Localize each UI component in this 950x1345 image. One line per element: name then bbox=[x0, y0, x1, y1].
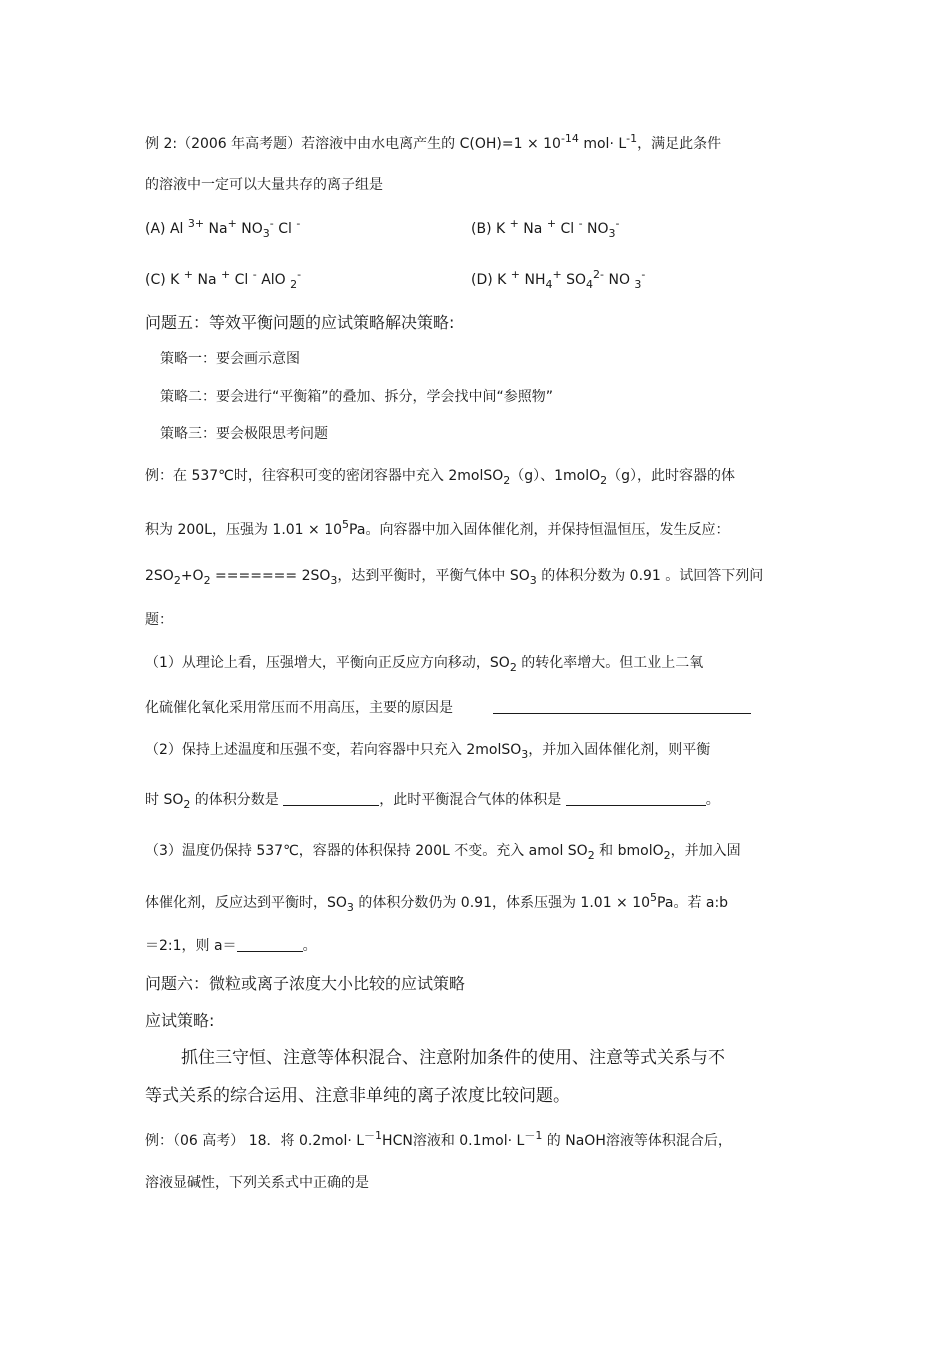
option-d: (D) K + $NH_4^+$ $SO_4^{2-}$ NO $_3$- bbox=[471, 268, 646, 291]
example-2-line-2: 的溶液中一定可以大量共存的离子组是 bbox=[145, 177, 383, 193]
question-3-line-2: 体催化剂，反应达到平衡时，$SO_3$ 的体积分数仍为 0.91，体系压强为 $1.01 \times 10^5Pa$。若 a:b bbox=[145, 891, 729, 914]
section-5-title: 问题五：等效平衡问题的应试策略解决策略: bbox=[145, 313, 455, 332]
strategy-3: 策略三：要会极限思考问题 bbox=[160, 426, 328, 442]
section-6-title: 问题六：微粒或离子浓度大小比较的应试策略 bbox=[145, 974, 466, 993]
option-c: (C) K + Na + Cl - AlO $_2$- bbox=[145, 268, 302, 291]
question-3-line-3: ＝2:1，则 a＝ 。 bbox=[145, 938, 317, 954]
reaction-equation-line: $2SO_2+O_2$ ======= $2SO_3$，达到平衡时，平衡气体中 $SO_3$ 的体积分数为 0.91 。试回答下列问 bbox=[145, 568, 764, 587]
question-2-line-2: 时 $SO_2$ 的体积分数是 ，此时平衡混合气体的体积是 。 bbox=[145, 792, 720, 811]
question-1-line-1: （1）从理论上看，压强增大，平衡向正反应方向移动，$SO_2$ 的转化率增大。但工业上二氧 bbox=[145, 655, 704, 674]
section-6-subtitle: 应试策略: bbox=[145, 1011, 215, 1030]
strategy-1: 策略一：要会画示意图 bbox=[160, 351, 300, 367]
answer-blank-3[interactable] bbox=[566, 791, 706, 806]
section-6-body-line-2: 等式关系的综合运用、注意非单纯的离子浓度比较问题。 bbox=[145, 1086, 570, 1106]
example-6-line-1: 例：（06 高考） 18．将 $0.2mol\cdot L^{-1}HCN$溶液和 $0.1mol\cdot L^{-1}$ 的 NaOH溶液等体积混合后， bbox=[145, 1129, 732, 1149]
option-b: (B) K + Na + Cl - $NO_3^-$ bbox=[471, 217, 620, 240]
question-3-line-1: （3）温度仍保持 537℃，容器的体积保持 200L 不变。充入 amol $SO_2$ 和 bmolO$_2$，并加入固 bbox=[145, 843, 741, 862]
strategy-2: 策略二：要会进行“平衡箱”的叠加、拆分，学会找中间“参照物” bbox=[160, 389, 554, 405]
example-2-line-1: 例 2:（2006 年高考题）若溶液中由水电离产生的 $C(OH)=1 \times 10^{-14}$ $mol\cdot L^{-1}$，满足此条件 bbox=[145, 132, 722, 152]
example-5-line-4: 题： bbox=[145, 612, 173, 628]
section-6-body-line-1: 抓住三守恒、注意等体积混合、注意附加条件的使用、注意等式关系与不 bbox=[181, 1048, 725, 1068]
answer-blank-4[interactable] bbox=[237, 937, 303, 952]
example-5-line-1: 例：在 537℃时，往容积可变的密闭容器中充入 2molSO$_2$（g）、1molO$_2$（g），此时容器的体 bbox=[145, 468, 736, 487]
option-a: (A) Al $^{3+}$ Na+ $NO_3^-$ Cl - bbox=[145, 217, 301, 240]
example-6-line-2: 溶液显碱性，下列关系式中正确的是 bbox=[145, 1175, 369, 1191]
answer-blank-2[interactable] bbox=[283, 791, 379, 806]
answer-blank-1[interactable] bbox=[493, 699, 751, 714]
question-2-line-1: （2）保持上述温度和压强不变，若向容器中只充入 2molSO$_3$，并加入固体催化剂，则平衡 bbox=[145, 742, 711, 761]
question-1-line-2: 化硫催化氧化采用常压而不用高压，主要的原因是 bbox=[145, 698, 751, 718]
example-5-line-2: 积为 200L，压强为 $1.01 \times 10^5Pa$。向容器中加入固体催化剂，并保持恒温恒压，发生反应： bbox=[145, 518, 730, 538]
